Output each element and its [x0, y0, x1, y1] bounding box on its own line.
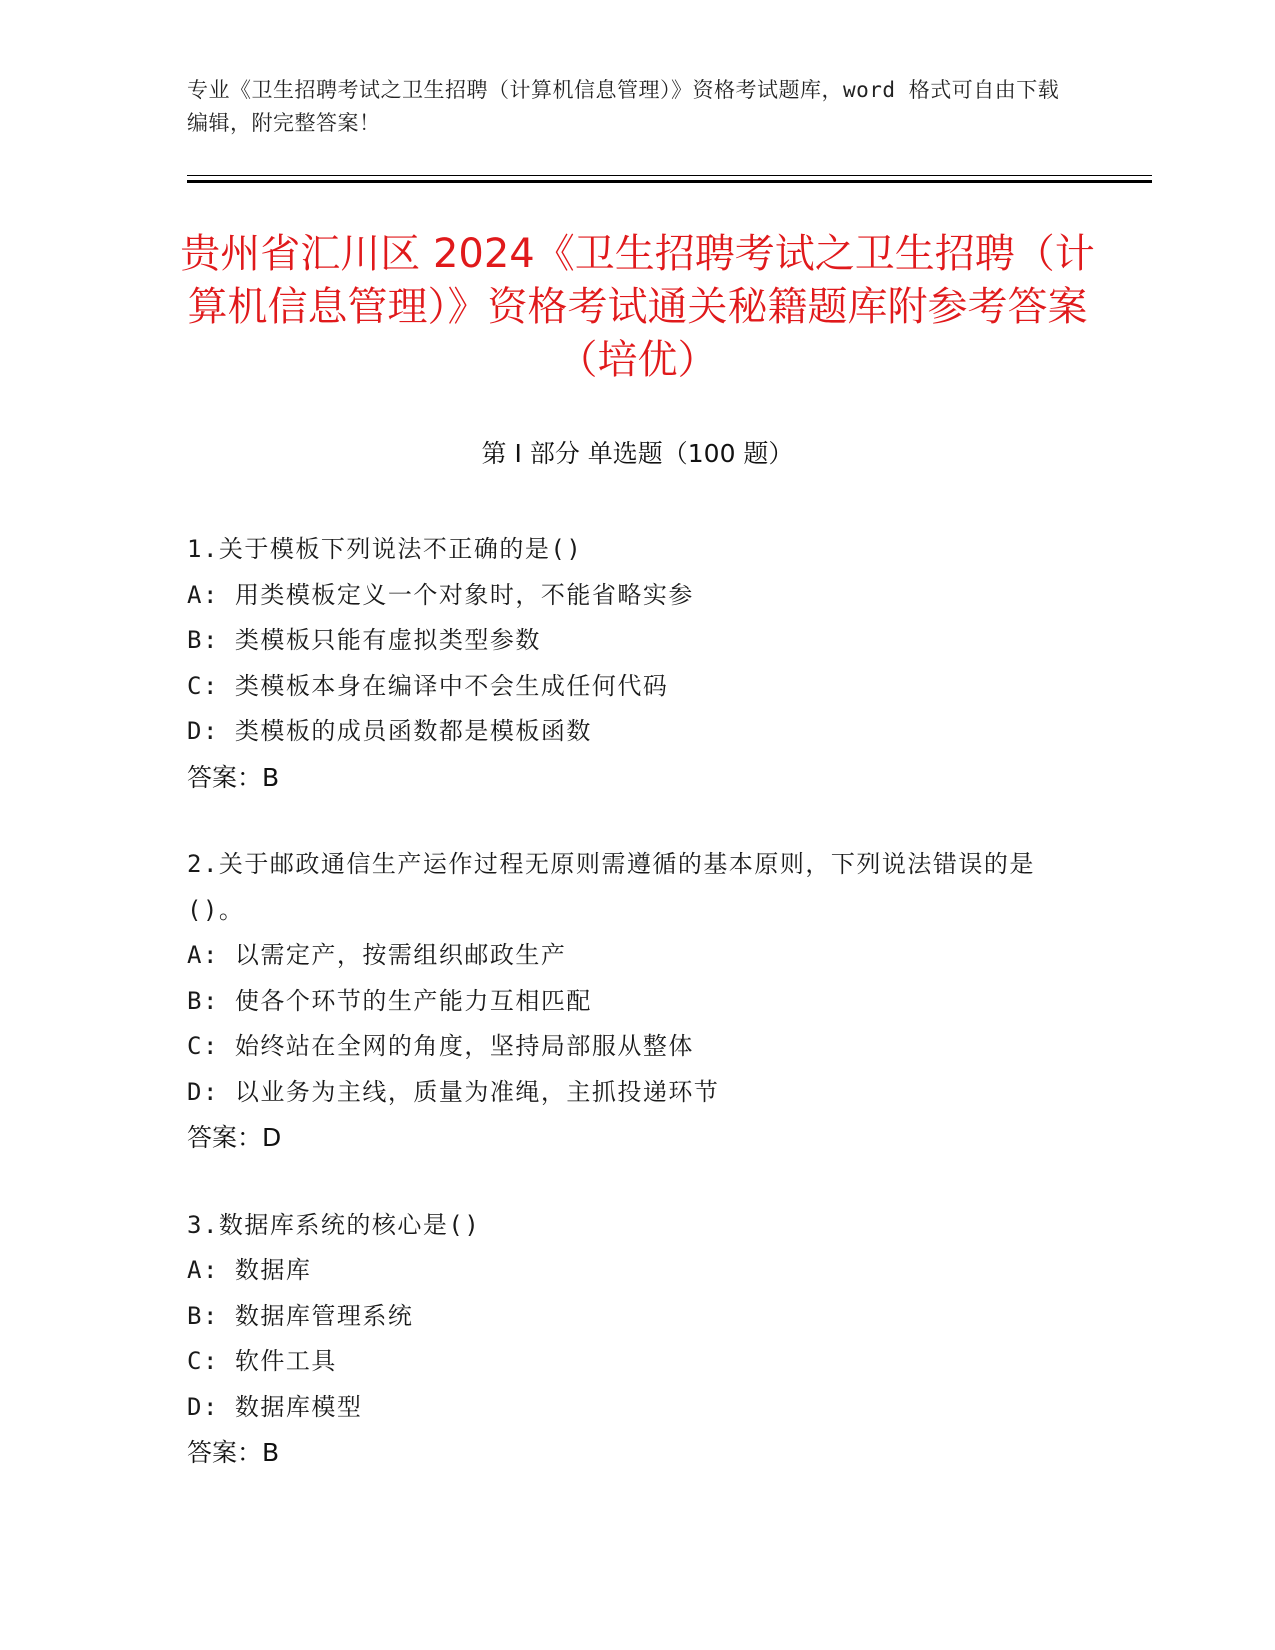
answer: 答案：B [187, 1438, 280, 1467]
option-a: A: 用类模板定义一个对象时，不能省略实参 [187, 580, 694, 609]
option-a: A: 以需定产，按需组织邮政生产 [187, 941, 567, 969]
question-2 [187, 842, 1067, 1161]
option-c: C: 软件工具 [187, 1347, 337, 1375]
option-d: D: 数据库模型 [187, 1392, 363, 1421]
question-3 [187, 1203, 1067, 1476]
answer: 答案：D [187, 1123, 282, 1152]
question-text: 3.数据库系统的核心是() [187, 1210, 481, 1239]
question-text: 1.关于模板下列说法不正确的是() [187, 535, 583, 563]
question-1 [187, 527, 1067, 800]
header-divider-thin [187, 175, 1152, 176]
option-d: D: 以业务为主线，质量为准绳，主抓投递环节 [187, 1077, 720, 1106]
answer: 答案：B [187, 762, 280, 792]
header-divider-thick [187, 180, 1152, 183]
option-c: C: 始终站在全网的角度，坚持局部服从整体 [187, 1032, 694, 1060]
section-title: 第 I 部分 单选题（100 题） [481, 439, 794, 468]
document-title: 贵州省汇川区 2024《卫生招聘考试之卫生招聘（计算机信息管理）》资格考试通关秘籍题库附参考答案（培优） [180, 231, 1095, 383]
option-b: B: 类模板只能有虚拟类型参数 [187, 626, 541, 654]
option-d: D: 类模板的成员函数都是模板函数 [187, 717, 592, 745]
header-note: 专业《卫生招聘考试之卫生招聘（计算机信息管理）》资格考试题库，word 格式可自由下载编辑，附完整答案！ [187, 78, 1060, 135]
option-b: B: 数据库管理系统 [187, 1301, 414, 1330]
question-text: 2.关于邮政通信生产运作过程无原则需遵循的基本原则，下列说法错误的是()。 [187, 850, 1035, 924]
question-list [187, 527, 1067, 1518]
option-a: A: 数据库 [187, 1256, 312, 1284]
option-c: C: 类模板本身在编译中不会生成任何代码 [187, 671, 669, 700]
option-b: B: 使各个环节的生产能力互相匹配 [187, 986, 592, 1015]
